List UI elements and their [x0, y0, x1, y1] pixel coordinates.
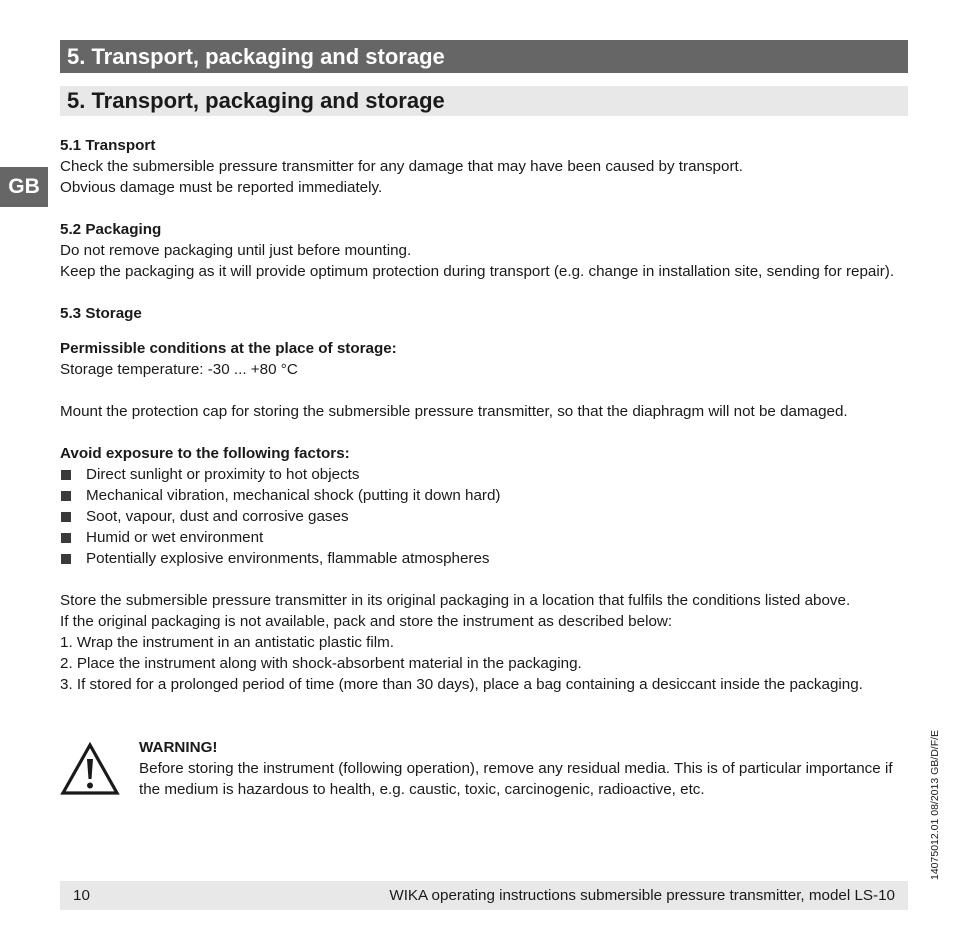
- warning-triangle-icon: [60, 741, 120, 797]
- section-title-bar: 5. Transport, packaging and storage: [60, 40, 908, 73]
- avoid-list: [60, 464, 910, 569]
- list-item: Potentially explosive environments, flammable atmospheres: [60, 548, 910, 569]
- bullet-square-icon: [61, 491, 71, 501]
- storage-conditions-heading: Permissible conditions at the place of storage:: [60, 340, 397, 357]
- list-item: Direct sunlight or proximity to hot objects: [60, 464, 910, 485]
- packaging-text-1: Do not remove packaging until just before mounting.: [60, 242, 412, 259]
- protection-cap-note: Mount the protection cap for storing the submersible pressure transmitter, so that the diaphragm will not be damaged.: [60, 403, 848, 420]
- warning-box: [60, 737, 910, 807]
- bullet-square-icon: [61, 470, 71, 480]
- packing-step: 2. Place the instrument along with shock-absorbent material in the packaging.: [60, 655, 582, 672]
- store-instruction-2: If the original packaging is not available, pack and store the instrument as described below:: [60, 613, 673, 630]
- page-footer: [60, 881, 908, 910]
- section-heading: 5. Transport, packaging and storage: [60, 86, 908, 116]
- packaging-heading: 5.2 Packaging: [60, 221, 162, 238]
- language-tab: GB: [0, 167, 48, 207]
- document-code: 14075012.01 08/2013 GB/D/F/E: [929, 729, 941, 880]
- packing-step: 1. Wrap the instrument in an antistatic plastic film.: [60, 634, 394, 651]
- bullet-square-icon: [61, 512, 71, 522]
- document-title: WIKA operating instructions submersible pressure transmitter, model LS-10: [389, 887, 895, 904]
- avoid-heading: Avoid exposure to the following factors:: [60, 445, 350, 462]
- packing-step: 3. If stored for a prolonged period of time (more than 30 days), place a bag containing a desiccant inside the packaging.: [60, 676, 863, 693]
- transport-text-2: Obvious damage must be reported immediately.: [60, 179, 383, 196]
- page-number: 10: [73, 887, 90, 904]
- transport-heading: 5.1 Transport: [60, 137, 156, 154]
- transport-text-1: Check the submersible pressure transmitter for any damage that may have been caused by transport.: [60, 158, 743, 175]
- list-item: Mechanical vibration, mechanical shock (putting it down hard): [60, 485, 910, 506]
- list-item: Soot, vapour, dust and corrosive gases: [60, 506, 910, 527]
- store-instruction-1: Store the submersible pressure transmitter in its original packaging in a location that fulfils the conditions listed above.: [60, 592, 851, 609]
- packaging-text-2: Keep the packaging as it will provide optimum protection during transport (e.g. change in installation site, sending for repair).: [60, 263, 895, 280]
- warning-title: WARNING!: [139, 739, 218, 756]
- storage-temperature: Storage temperature: -30 ... +80 °C: [60, 361, 298, 378]
- warning-text: Before storing the instrument (following operation), remove any residual media. This is of particular importance if the medium is hazardous to health, e.g. caustic, toxic, carcinogenic, radioactive, etc.: [139, 760, 893, 798]
- list-item: Humid or wet environment: [60, 527, 910, 548]
- main-content: [60, 135, 910, 695]
- storage-heading: 5.3 Storage: [60, 305, 142, 322]
- bullet-square-icon: [61, 554, 71, 564]
- bullet-square-icon: [61, 533, 71, 543]
